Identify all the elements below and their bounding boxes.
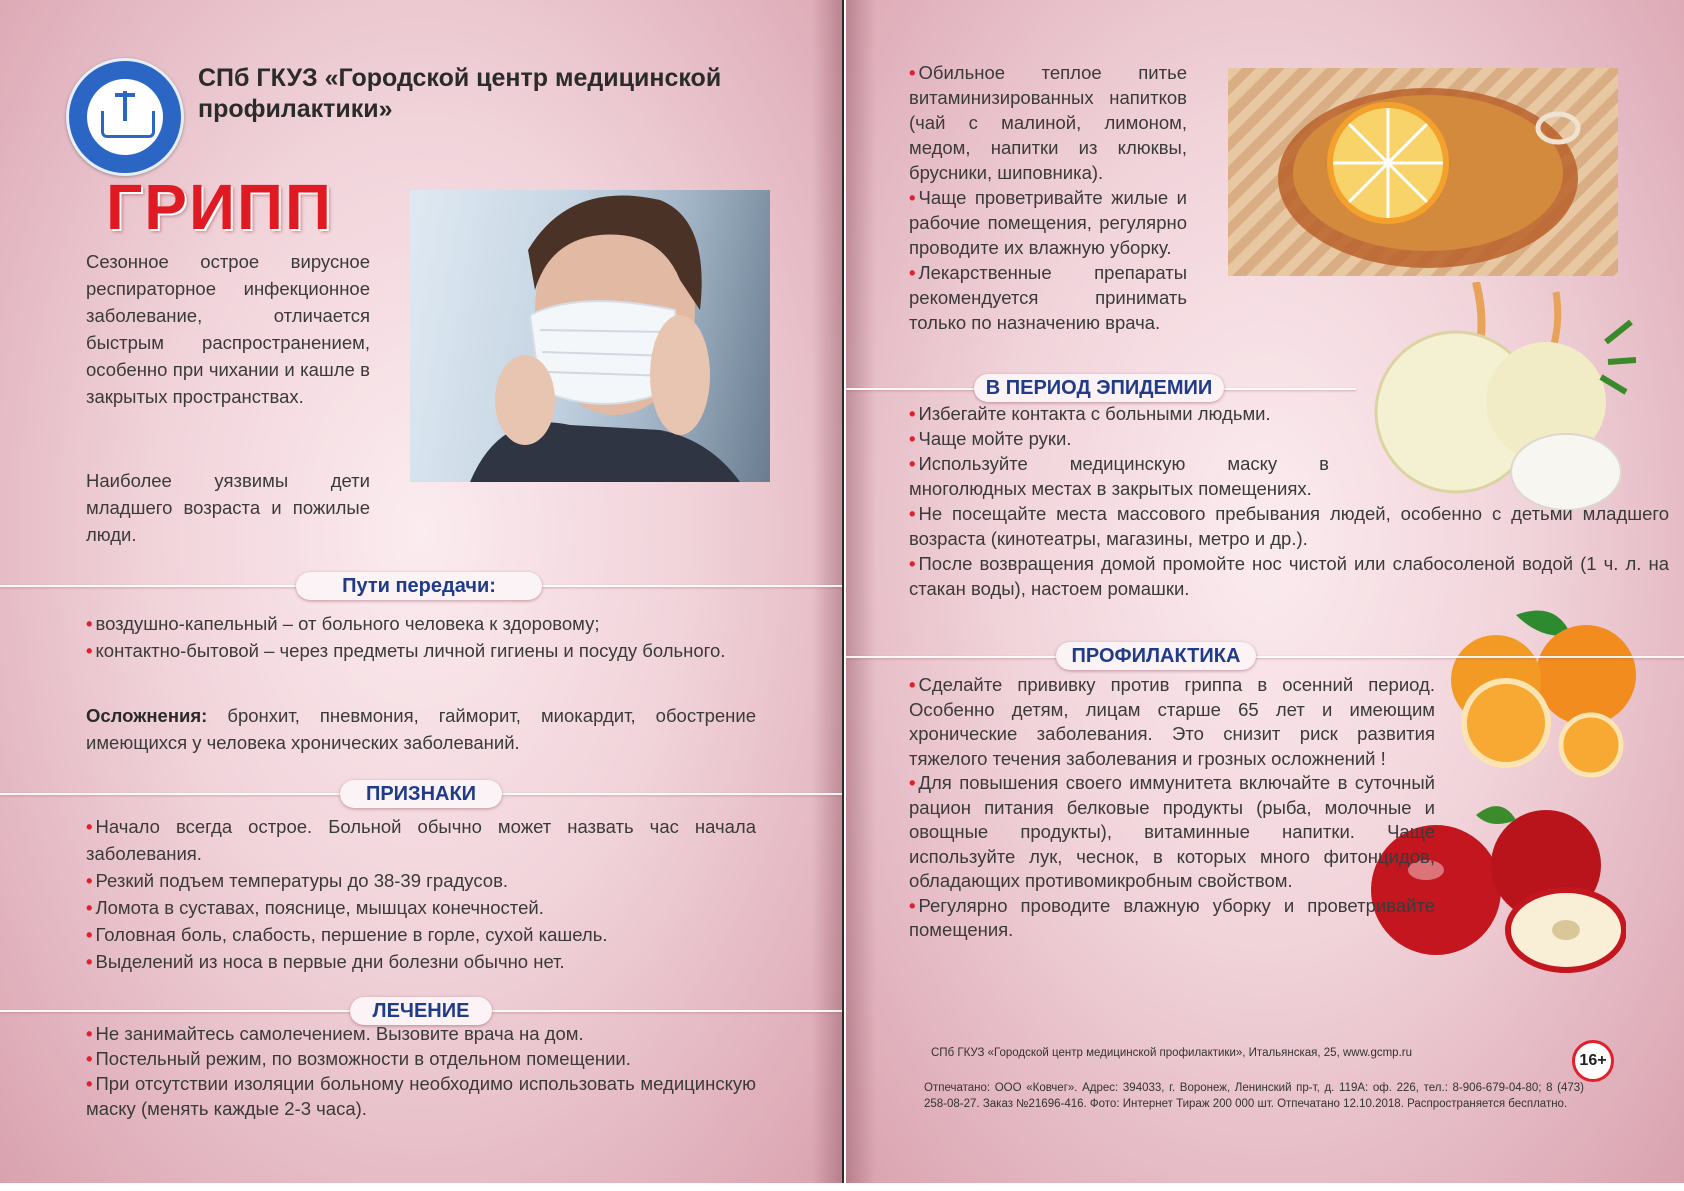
list-item: • Ломота в суставах, пояснице, мышцах конечностей. xyxy=(86,897,544,918)
list-item: • Обильное теплое питье витаминизированных напитков (чай с малиной, лимоном, медом, напитки из клюквы, брусники, шиповника). xyxy=(909,62,1187,183)
complications-label: Осложнения: xyxy=(86,705,208,726)
list-item: • Сделайте прививку против гриппа в осенний период. Особенно детям, лицам старше 65 лет и имеющим хронические заболевания. Это снизит риск развития тяжелого течения заболевания и грозных осложнений ! xyxy=(909,674,1435,769)
oranges-photo xyxy=(1446,605,1646,780)
organization-name-line2: профилактики» xyxy=(198,95,393,123)
list-item: • Начало всегда острое. Больной обычно может назвать час начала заболевания. xyxy=(86,816,756,864)
treatment-list xyxy=(86,1021,756,1121)
tea-with-lemon-photo xyxy=(1228,68,1618,276)
print-info: Отпечатано: ООО «Ковчег». Адрес: 394033, г. Воронеж, Ленинский пр-т, д. 119А: оф. 226, тел.: 8-906-679-04-80; 8 (473) 258-08-27. Заказ №21696-416. Фото: Интернет Тираж 200 000 шт. Отпечатано 12.10.2018. Распространяется бесплатно. xyxy=(924,1082,1584,1110)
list-item: • Чаще проветривайте жилые и рабочие помещения, регулярно проводите их влажную уборку. xyxy=(909,187,1187,258)
organization-name-line1: СПб ГКУЗ «Городской центр медицинской xyxy=(198,64,722,92)
left-page xyxy=(0,0,844,1183)
symptoms-list xyxy=(86,813,756,975)
list-item: • Выделений из носа в первые дни болезни обычно нет. xyxy=(86,951,565,972)
treatment-continued-list xyxy=(909,60,1187,335)
list-item: • Головная боль, слабость, першение в горле, сухой кашель. xyxy=(86,924,608,945)
organization-name xyxy=(198,63,721,125)
man-wearing-mask-photo xyxy=(410,190,770,482)
list-item: • контактно-бытовой – через предметы личной гигиены и посуду больного. xyxy=(86,640,726,661)
list-item: • При отсутствии изоляции больному необходимо использовать медицинскую маску (менять каждые 2-3 часа). xyxy=(86,1073,756,1119)
page-fold-shadow xyxy=(812,0,842,1183)
list-item: • Постельный режим, по возможности в отдельном помещении. xyxy=(86,1048,631,1069)
intro-paragraph-1: Сезонное острое вирусное респираторное инфекционное заболевание, отличается быстрым распространением, особенно при чихании и кашле в закрытых пространствах. xyxy=(86,251,370,407)
publisher-line: СПб ГКУЗ «Городской центр медицинской профилактики», Итальянская, 25, www.gcmp.ru xyxy=(931,1047,1412,1059)
list-item: • Не посещайте места массового пребывания людей, особенно с детьми младшего возраста (кинотеатры, магазины, метро и др.). xyxy=(909,503,1669,549)
section-heading-prevention: ПРОФИЛАКТИКА xyxy=(1056,642,1256,670)
page-title: ГРИПП xyxy=(106,171,333,243)
list-item: • Используйте медицинскую маску в многолюдных местах в закрытых помещениях. xyxy=(909,453,1329,499)
list-item: • воздушно-капельный – от больного человека к здоровому; xyxy=(86,613,600,634)
list-item: • Лекарственные препараты рекомендуется принимать только по назначению врача. xyxy=(909,262,1187,333)
list-item: • Для повышения своего иммунитета включайте в суточный рацион питания белковые продукты (рыба, молочные и овощные продукты), витаминные напитки. Чаще используйте лук, чеснок, в которых много фитонцидов, обладающих противомикробным свойством. xyxy=(909,772,1435,891)
page-fold-shadow xyxy=(846,0,876,1183)
age-rating-badge: 16+ xyxy=(1572,1040,1614,1082)
list-item: • Регулярно проводите влажную уборку и проветривайте помещения. xyxy=(909,894,1435,940)
list-item: • Избегайте контакта с больными людьми. xyxy=(909,403,1271,424)
section-divider xyxy=(846,656,1684,658)
epidemic-list xyxy=(909,401,1669,601)
list-item: • После возвращения домой промойте нос чистой или слабосоленой водой (1 ч. л. на стакан воды), настоем ромашки. xyxy=(909,553,1669,599)
medical-center-emblem-icon xyxy=(66,58,184,176)
complications-text: бронхит, пневмония, гайморит, миокардит, обострение имеющихся у человека хронических заболеваний. xyxy=(86,705,756,753)
list-item: • Не занимайтесь самолечением. Вызовите врача на дом. xyxy=(86,1023,584,1044)
right-page xyxy=(846,0,1684,1183)
section-heading-treatment: ЛЕЧЕНИЕ xyxy=(350,997,492,1025)
intro-paragraph-2: Наиболее уязвимы дети младшего возраста и пожилые люди. xyxy=(86,470,370,545)
section-heading-symptoms: ПРИЗНАКИ xyxy=(340,780,502,808)
section-heading-epidemic: В ПЕРИОД ЭПИДЕМИИ xyxy=(974,374,1224,402)
transmission-list xyxy=(86,610,756,664)
complications-paragraph xyxy=(86,702,756,756)
list-item: • Чаще мойте руки. xyxy=(909,428,1072,449)
section-heading-transmission: Пути передачи: xyxy=(296,572,542,600)
list-item: • Резкий подъем температуры до 38-39 градусов. xyxy=(86,870,509,891)
prevention-list xyxy=(909,673,1435,943)
